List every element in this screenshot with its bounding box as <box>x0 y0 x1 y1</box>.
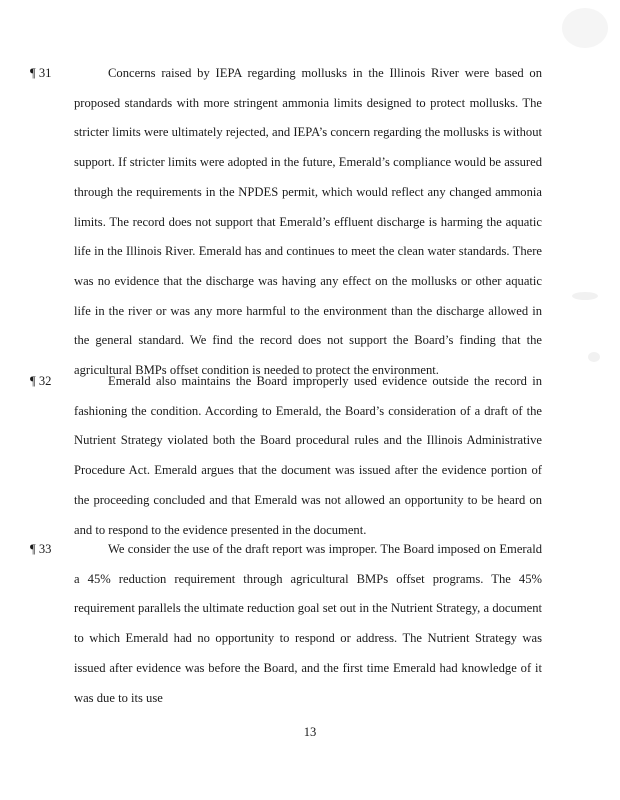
scan-artifact <box>588 352 600 362</box>
paragraph-33: We consider the use of the draft report was improper. The Board imposed on Emerald a 45% reduction requirement through agricultural BMPs offset programs. The 45% requirement parallels the ultimate reduction goal set out in the Nutrient Strategy, a document to which Emerald had no opportunity to respond or address. The Nutrient Strategy was issued after evidence was before the Board, and the first time Emerald had knowledge of it was due to its use <box>74 542 542 705</box>
paragraph-number: ¶ 33 <box>30 542 52 556</box>
paragraph-number: ¶ 32 <box>30 374 52 388</box>
paragraph-31: Concerns raised by IEPA regarding mollusks in the Illinois River were based on proposed standards with more stringent ammonia limits designed to protect mollusks. The stricter limits were ultimately rejected, and IEPA’s concern regarding the mollusks is without support. If stricter limits were adopted in the future, Emerald’s compliance would be assured through the requirements in the NPDES permit, which would reflect any changed ammonia limits. The record does not support that Emerald’s effluent discharge is harming the aquatic life in the Illinois River. Emerald has and continues to meet the clean water standards. There was no evidence that the discharge was having any effect on the mollusks or other aquatic life in the river or was any more harmful to the environment than the discharge allowed in the general standard. We find the record does not support the Board’s finding that the agricultural BMPs offset condition is needed to protect the environment. <box>74 66 542 378</box>
paragraph-number: ¶ 31 <box>30 66 52 80</box>
paragraph-32: Emerald also maintains the Board improperly used evidence outside the record in fashioning the condition. According to Emerald, the Board’s consideration of a draft of the Nutrient Strategy violated both the Board procedural rules and the Illinois Administrative Procedure Act. Emerald argues that the document was issued after the evidence portion of the proceeding concluded and that Emerald was not allowed an opportunity to be heard on and to respond to the evidence presented in the document. <box>74 374 542 537</box>
scan-artifact <box>572 292 598 300</box>
page-number: 13 <box>303 725 317 739</box>
scan-artifact <box>562 8 608 48</box>
